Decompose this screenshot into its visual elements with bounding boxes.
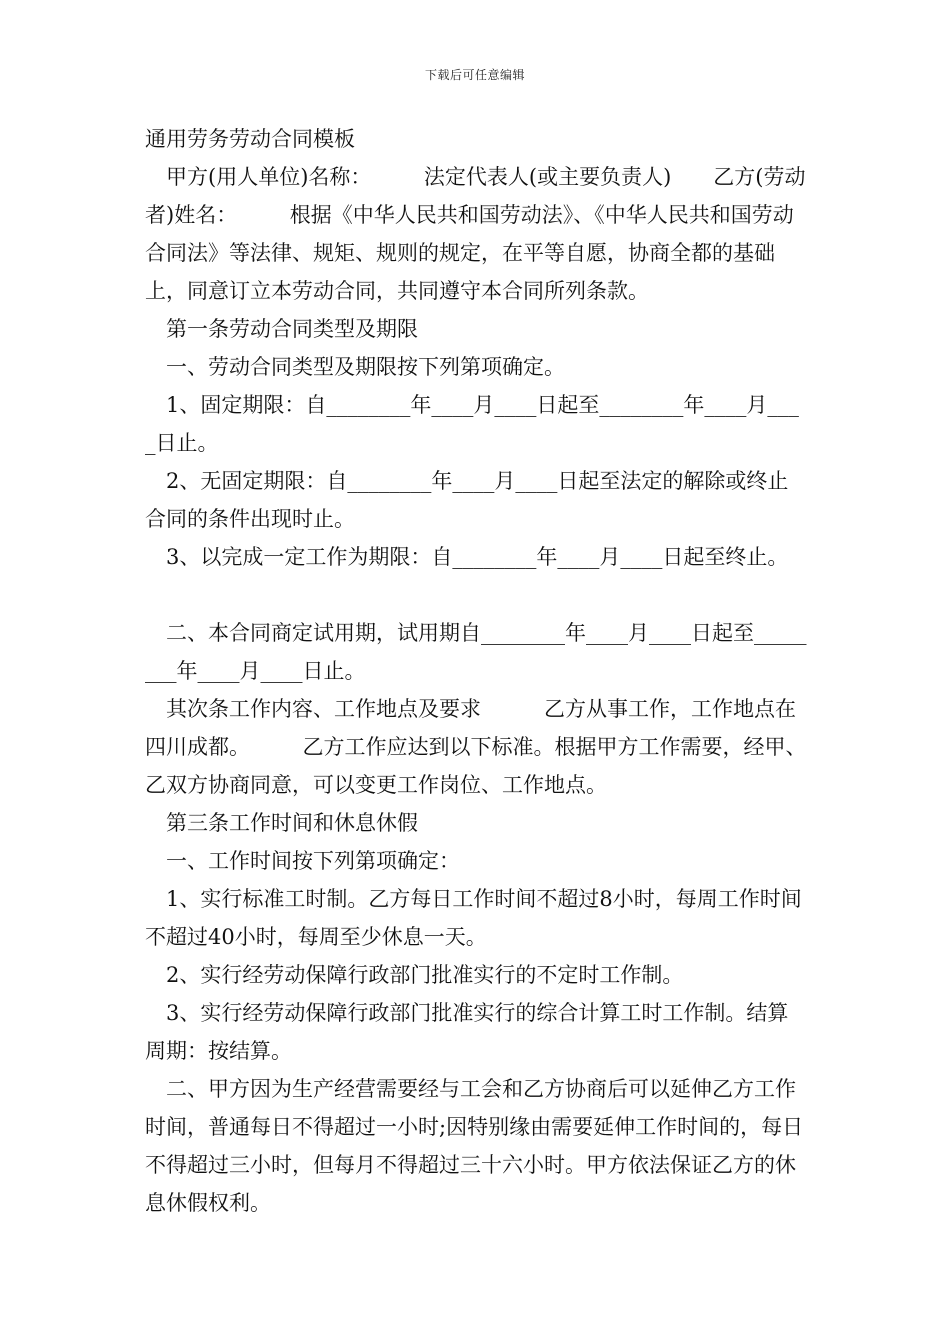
- article-3-clause-2: 二、甲方因为生产经营需要经与工会和乙方协商后可以延伸乙方工作时间，普通每日不得超过一小时;因特别缘由需要延伸工作时间的，每日不得超过三小时，但每月不得超过三十六小时。甲方依法保证乙方的休息休假权利。: [145, 1077, 804, 1215]
- article-1-item-3: 3、以完成一定工作为期限：自________年____月____日起至终止。: [145, 545, 789, 569]
- header-note: 下载后可任意编辑: [424, 68, 525, 82]
- article-2-paragraph: 其次条工作内容、工作地点及要求 乙方从事工作，工作地点在四川成都。 乙方工作应达到以下标准。根据甲方工作需要，经甲、乙双方协商同意，可以变更工作岗位、工作地点。: [145, 697, 807, 797]
- article-1-item-2: 2、无固定期限：自________年____月____日起至法定的解除或终止合同的条件出现时止。: [145, 469, 789, 531]
- article-1-heading: 第一条劳动合同类型及期限: [145, 317, 418, 341]
- article-1-item-1: 1、固定期限：自________年____月____日起至________年____月____日止。: [145, 393, 799, 455]
- document-body: [145, 120, 809, 1222]
- article-3-item-1: 1、实行标准工时制。乙方每日工作时间不超过8小时，每周工作时间不超过40小时，每周至少休息一天。: [145, 887, 802, 949]
- blank-line: [145, 576, 809, 614]
- document-title: 通用劳务劳动合同模板: [145, 127, 355, 151]
- article-3-item-3: 3、实行经劳动保障行政部门批准实行的综合计算工时工作制。结算周期：按结算。: [145, 1001, 789, 1063]
- paragraph-parties: 甲方(用人单位)名称： 法定代表人(或主要负责人) 乙方(劳动者)姓名： 根据《中华人民共和国劳动法》、《中华人民共和国劳动合同法》等法律、规矩、规则的规定，在平等自愿，协商全都的基础上，同意订立本劳动合同，共同遵守本合同所列条款。: [145, 165, 806, 303]
- article-3-clause-1: 一、工作时间按下列第项确定：: [145, 849, 460, 873]
- article-3-heading: 第三条工作时间和休息休假: [145, 811, 418, 835]
- article-3-item-2: 2、实行经劳动保障行政部门批准实行的不定时工作制。: [145, 963, 684, 987]
- article-1-clause-2: 二、本合同商定试用期，试用期自________年____月____日起至________年____月____日止。: [145, 621, 807, 683]
- article-1-clause-1: 一、劳动合同类型及期限按下列第项确定。: [145, 355, 565, 379]
